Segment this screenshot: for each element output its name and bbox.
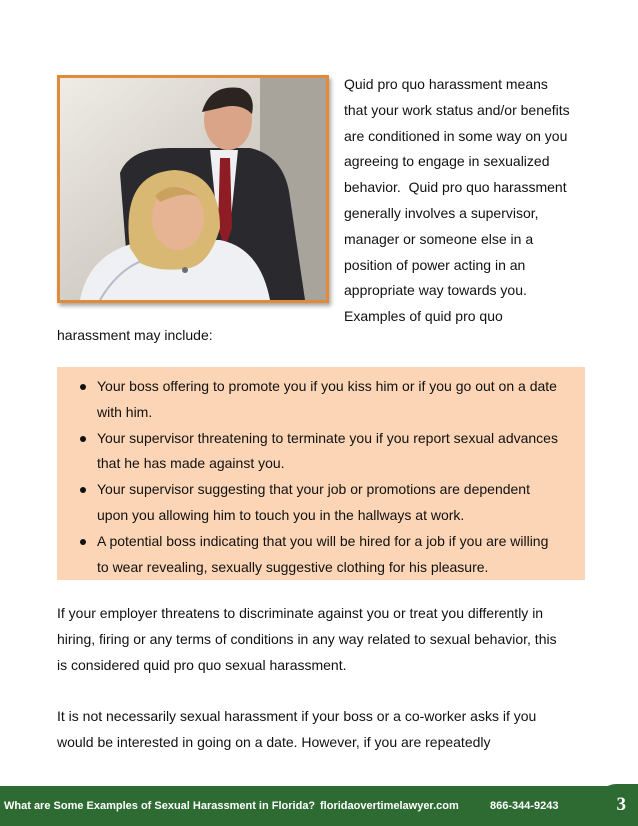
paragraph-line: hiring, firing or any terms of conditions in any way related to sexual behavior, this (57, 630, 557, 647)
list-item (97, 374, 579, 426)
paragraph-line: It is not necessarily sexual harassment if your boss or a co-worker asks if you (57, 708, 537, 724)
bullet-icon (80, 487, 86, 493)
list-item-line: that he has made against you. (97, 455, 285, 472)
intro-line: position of power acting in an (344, 256, 526, 273)
footer-phone[interactable]: 866-344-9243 (490, 800, 559, 812)
intro-continuation: harassment may include: (57, 327, 213, 343)
intro-line: generally involves a supervisor, (344, 204, 539, 221)
intro-paragraph (344, 72, 594, 330)
list-item-line: Your boss offering to promote you if you kiss him or if you go out on a date (97, 378, 557, 394)
intro-line: Quid pro quo harassment means (344, 76, 548, 92)
list-item-line: with him. (97, 403, 153, 420)
intro-line: appropriate way towards you. (344, 282, 527, 299)
footer-title: What are Some Examples of Sexual Harassment in Florida? (4, 800, 316, 812)
bullet-icon (80, 384, 86, 390)
list-item-line: to wear revealing, sexually suggestive clothing for his pleasure. (97, 558, 489, 575)
intro-line: that your work status and/or benefits (344, 101, 570, 118)
office-scene-image (60, 78, 326, 300)
bullet-icon (80, 539, 86, 545)
body-paragraph-1 (57, 601, 587, 678)
list-item-line: Your supervisor suggesting that your job or promotions are dependent (97, 481, 530, 498)
intro-line: Examples of quid pro quo (344, 308, 503, 325)
examples-callout (57, 367, 585, 580)
page-number: 3 (616, 794, 626, 815)
bullet-icon (80, 436, 86, 442)
footer-website-link[interactable]: floridaovertimelawyer.com (320, 800, 459, 812)
intro-line: behavior. Quid pro quo harassment (344, 179, 567, 196)
paragraph-line: would be interested in going on a date. However, if you are repeatedly (57, 733, 491, 750)
examples-list (57, 374, 579, 580)
list-item-line: Your supervisor threatening to terminate you if you report sexual advances (97, 429, 558, 446)
list-item-line: A potential boss indicating that you will be hired for a job if you are willing (97, 532, 549, 549)
paragraph-line: If your employer threatens to discriminate against you or treat you differently in (57, 605, 544, 621)
list-item (97, 426, 579, 478)
intro-line: manager or someone else in a (344, 230, 534, 247)
paragraph-line: is considered quid pro quo sexual harassment. (57, 656, 347, 673)
intro-line: agreeing to engage in sexualized (344, 153, 550, 170)
harassment-photo (57, 75, 329, 303)
list-item-line: upon you allowing him to touch you in the hallways at work. (97, 506, 465, 523)
page-footer (0, 786, 638, 826)
intro-line: are conditioned in some way on you (344, 127, 568, 144)
body-paragraph-2 (57, 704, 587, 756)
list-item (97, 529, 579, 581)
list-item (97, 477, 579, 529)
